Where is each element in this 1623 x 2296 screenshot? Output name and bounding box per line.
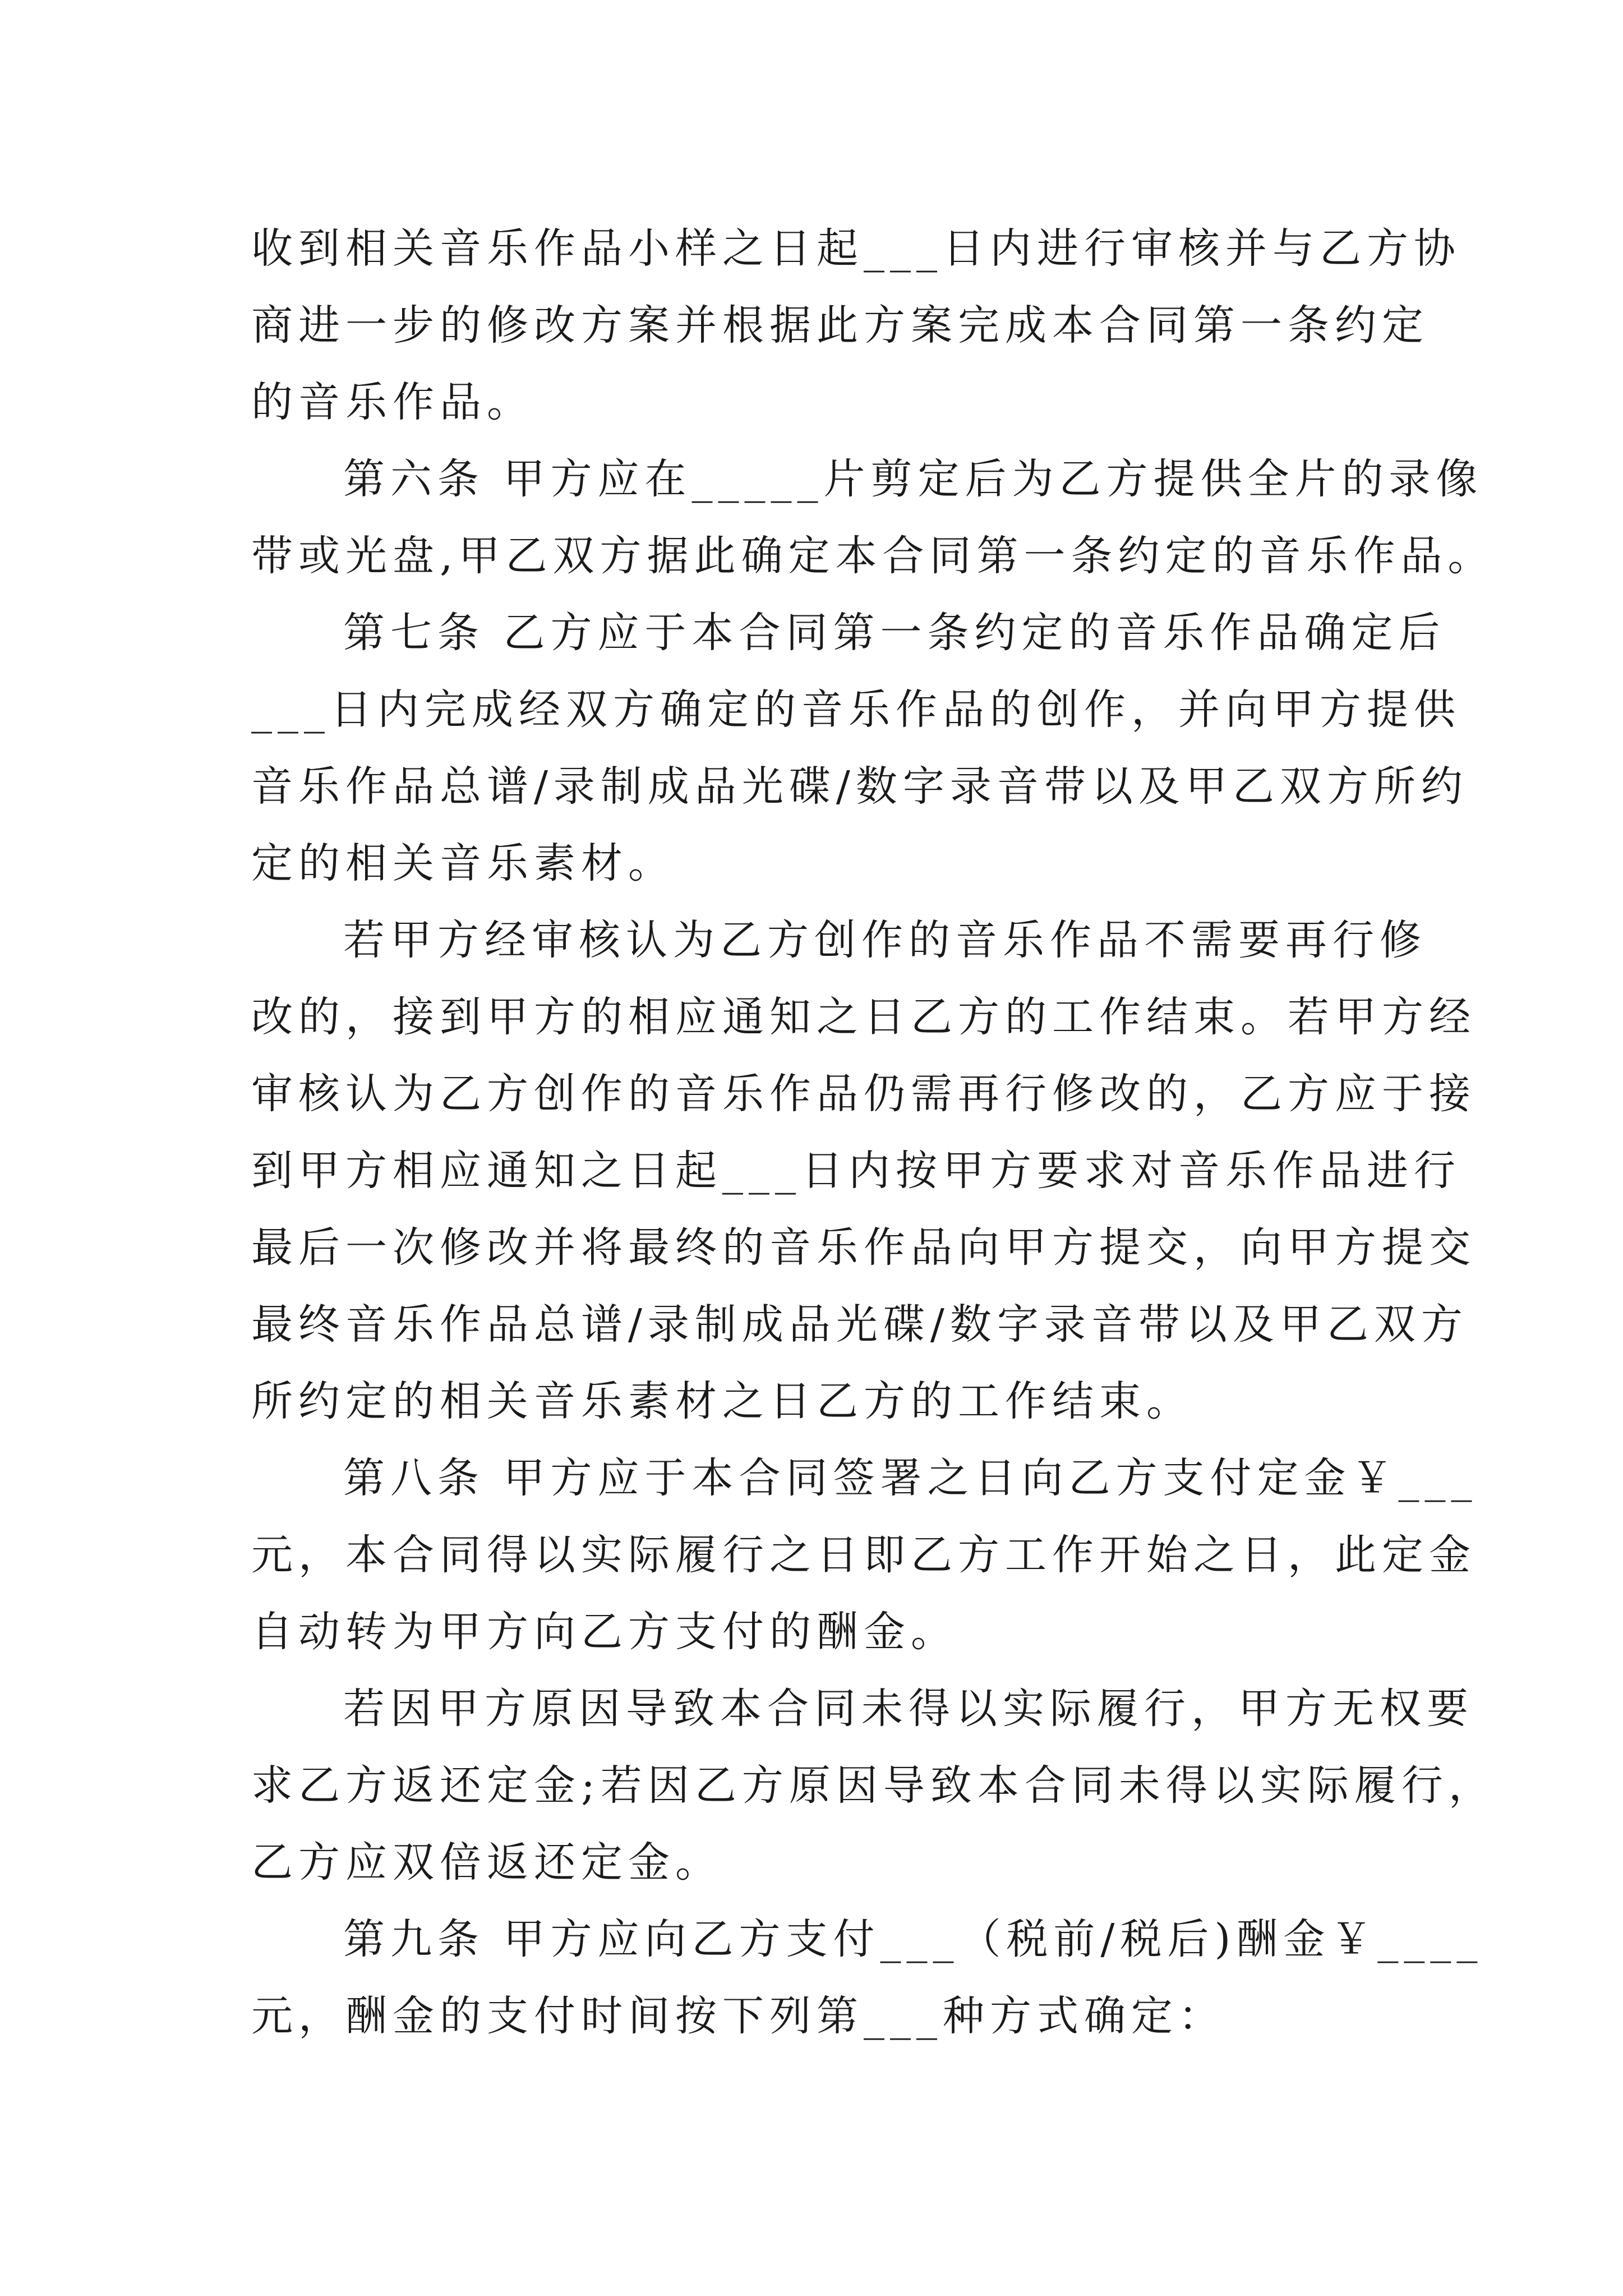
text-line: 若甲方经审核认为乙方创作的音乐作品不需要再行修	[343, 916, 1427, 964]
text-line: 元，本合同得以实际履行之日即乙方工作开始之日，此定金	[251, 1531, 1476, 1579]
text-line: 商进一步的修改方案并根据此方案完成本合同第一条约定	[251, 301, 1429, 349]
text-line: 第六条 甲方应在_____片剪定后为乙方提供全片的录像	[343, 455, 1483, 503]
article-7-clause-2	[251, 902, 1476, 1440]
text-line: 带或光盘,甲乙双方据此确定本合同第一条约定的音乐作品。	[251, 532, 1495, 580]
text-line: 到甲方相应通知之日起___日内按甲方要求对音乐作品进行	[251, 1147, 1461, 1195]
text-line: 第七条 乙方应于本合同第一条约定的音乐作品确定后	[343, 609, 1446, 657]
article-8-clause-2	[251, 1671, 1496, 1901]
text-line: 若因甲方原因导致本合同未得以实际履行，甲方无权要	[343, 1685, 1474, 1733]
document-body	[251, 210, 1496, 2055]
article-6	[251, 441, 1495, 595]
text-line: 审核认为乙方创作的音乐作品仍需再行修改的，乙方应于接	[251, 1070, 1476, 1118]
paragraph-continuation	[251, 210, 1461, 441]
text-line: 求乙方返还定金;若因乙方原因导致本合同未得以实际履行，	[251, 1761, 1496, 1810]
text-line: 的音乐作品。	[251, 378, 534, 426]
text-line: 最后一次修改并将最终的音乐作品向甲方提交，向甲方提交	[251, 1223, 1476, 1272]
text-line: 改的，接到甲方的相应通知之日乙方的工作结束。若甲方经	[251, 993, 1476, 1041]
article-9	[251, 1901, 1483, 2055]
text-line: ___日内完成经双方确定的音乐作品的创作，并向甲方提供	[251, 685, 1461, 734]
text-line: 第八条 甲方应于本合同签署之日向乙方支付定金￥___	[343, 1454, 1478, 1502]
text-line: 自动转为甲方向乙方支付的酬金。	[251, 1608, 958, 1656]
article-7	[251, 595, 1468, 902]
text-line: 第九条 甲方应向乙方支付___（税前/税后)酬金￥____	[343, 1915, 1483, 1963]
text-line: 收到相关音乐作品小样之日起___日内进行审核并与乙方协	[251, 224, 1461, 273]
text-line: 最终音乐作品总谱/录制成品光碟/数字录音带以及甲乙双方	[251, 1300, 1468, 1349]
article-8	[251, 1440, 1478, 1671]
text-line: 元，酬金的支付时间按下列第___种方式确定：	[251, 1992, 1225, 2040]
text-line: 所约定的相关音乐素材之日乙方的工作结束。	[251, 1377, 1193, 1425]
text-line: 音乐作品总谱/录制成品光碟/数字录音带以及甲乙双方所约	[251, 762, 1468, 811]
text-line: 定的相关音乐素材。	[251, 839, 675, 887]
text-line: 乙方应双倍返还定金。	[251, 1838, 722, 1887]
